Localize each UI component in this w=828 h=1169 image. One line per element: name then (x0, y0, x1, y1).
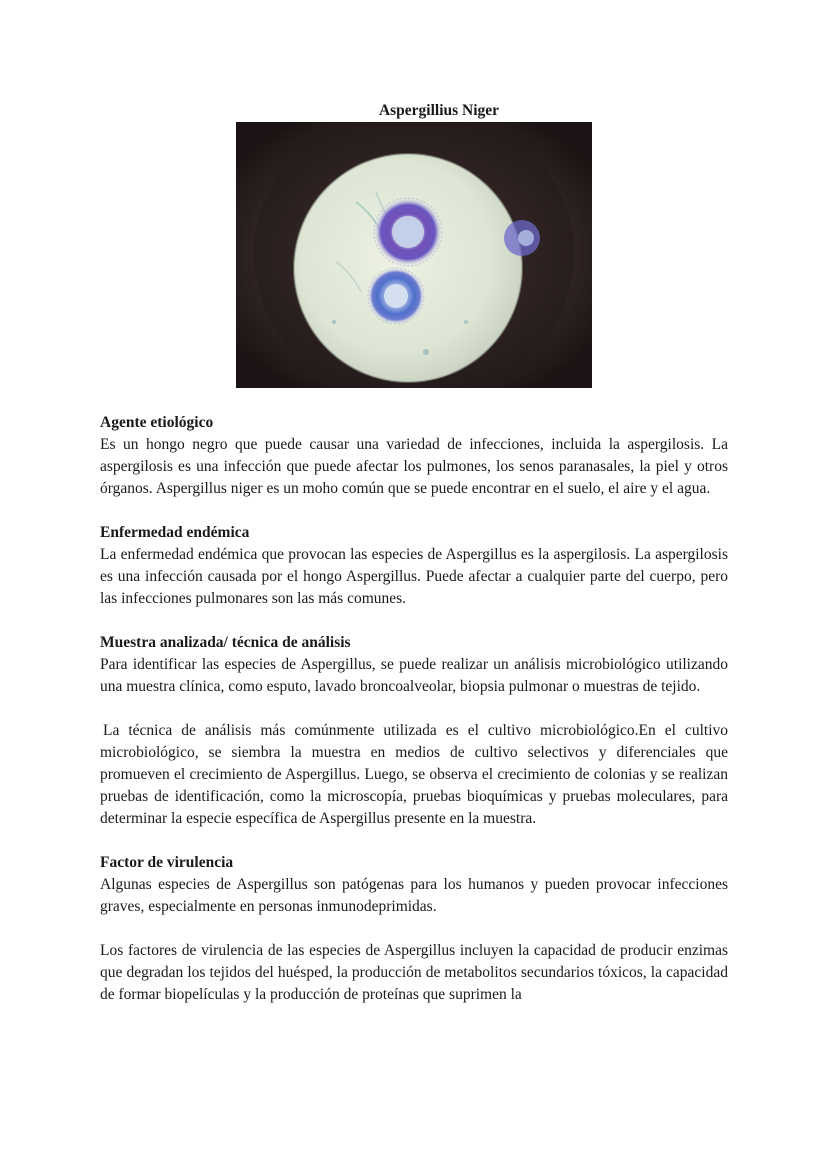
section-heading: Agente etiológico (100, 414, 214, 431)
paragraph: La técnica de análisis más comúnmente utilizada es el cultivo microbiológico.En el cultivo microbiológico, se siembra la muestra en medios de cultivo selectivos y diferenciales que promueven el crecimiento de Aspergillus. Luego, se observa el crecimiento de colonias y se realizan pruebas de identificación, como la microscopía, pruebas bioquímicas y pruebas moleculares, para determinar la especie específica de Aspergillus presente en la muestra. (100, 722, 728, 827)
microscope-image (236, 122, 592, 388)
paragraph: Para identificar las especies de Aspergillus, se puede realizar un análisis microbiológico utilizando una muestra clínica, como esputo, lavado broncoalveolar, biopsia pulmonar o muestras de tejido. (100, 656, 728, 695)
section-heading: Factor de virulencia (100, 854, 234, 871)
section-muestra-analizada (100, 632, 728, 830)
section-factor-de-virulencia (100, 852, 728, 1006)
paragraph: La enfermedad endémica que provocan las especies de Aspergillus es la aspergilosis. La aspergilosis es una infección causada por el hongo Aspergillus. Puede afectar a cualquier parte del cuerpo, pero las infecciones pulmonares son las más comunes. (100, 546, 728, 607)
microscope-view-icon (236, 122, 592, 388)
paragraph: Es un hongo negro que puede causar una variedad de infecciones, incluida la aspergilosis. La aspergilosis es una infección que puede afectar los pulmones, los senos paranasales, la piel y otros órganos. Aspergillus niger es un moho común que se puede encontrar en el suelo, el aire y el agua. (100, 436, 728, 497)
section-agente-etiologico (100, 412, 728, 500)
page-title: Aspergillius Niger (378, 102, 500, 119)
section-enfermedad-endemica (100, 522, 728, 610)
document-body (100, 412, 728, 1028)
paragraph: Algunas especies de Aspergillus son patógenas para los humanos y pueden provocar infecciones graves, especialmente en personas inmunodeprimidas. (100, 876, 728, 915)
section-heading: Muestra analizada/ técnica de análisis (100, 634, 351, 651)
paragraph: Los factores de virulencia de las especies de Aspergillus incluyen la capacidad de producir enzimas que degradan los tejidos del huésped, la producción de metabolitos secundarios tóxicos, la capacidad de formar biopelículas y la producción de proteínas que suprimen la (100, 942, 728, 1003)
section-heading: Enfermedad endémica (100, 524, 250, 541)
